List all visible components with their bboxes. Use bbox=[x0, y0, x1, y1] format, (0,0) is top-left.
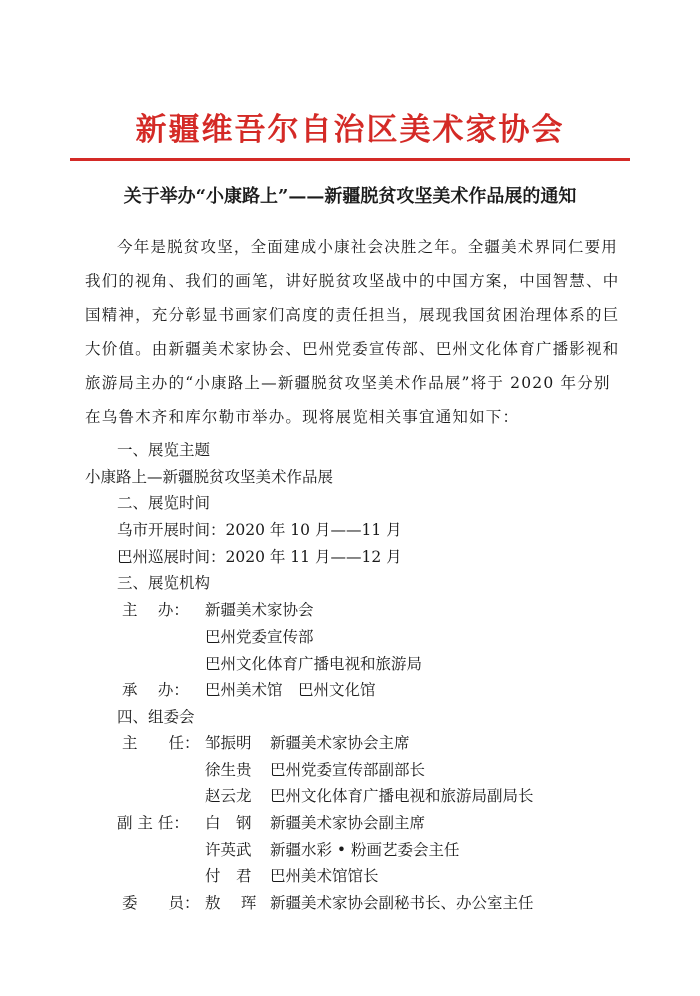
member-name: 赵云龙 bbox=[205, 787, 252, 805]
member-title: 巴州文化体育广播电视和旅游局副局长 bbox=[270, 787, 534, 805]
intro-line: 在乌鲁木齐和库尔勒市举办。现将展览相关事宜通知如下： bbox=[85, 408, 520, 426]
letterhead-title: 新疆维吾尔自治区美术家协会 bbox=[135, 112, 565, 148]
organizer-list: 巴州美术馆 巴州文化馆 bbox=[205, 681, 376, 699]
host-item: 巴州党委宣传部 bbox=[205, 628, 314, 646]
member-name: 白 钢 bbox=[205, 814, 252, 832]
section-heading: 二、展览时间 bbox=[117, 494, 211, 512]
committee-member-label: 委 员： bbox=[122, 894, 200, 912]
intro-line: 大价值。由新疆美术家协会、巴州党委宣传部、巴州文化体育广播影视和 bbox=[85, 340, 620, 358]
exhibition-theme: 小康路上—新疆脱贫攻坚美术作品展 bbox=[85, 468, 334, 486]
section-heading: 一、展览主题 bbox=[117, 441, 211, 459]
vice-chair-label: 副 主 任： bbox=[117, 814, 189, 832]
bazhou-date: 巴州巡展时间：2020 年 11 月——12 月 bbox=[117, 548, 402, 566]
member-name: 敖 珲 bbox=[205, 894, 257, 912]
member-title: 新疆美术家协会副秘书长、办公室主任 bbox=[270, 894, 534, 912]
intro-line: 旅游局主办的“小康路上—新疆脱贫攻坚美术作品展”将于 2020 年分别 bbox=[85, 374, 611, 392]
member-name: 邹振明 bbox=[205, 734, 252, 752]
urumqi-date: 乌市开展时间：2020 年 10 月——11 月 bbox=[117, 521, 402, 539]
intro-line: 国精神，充分彰显书画家们高度的责任担当，展现我国贫困治理体系的巨 bbox=[85, 306, 620, 324]
host-item: 巴州文化体育广播电视和旅游局 bbox=[205, 655, 423, 673]
member-title: 新疆水彩 • 粉画艺委会主任 bbox=[270, 841, 460, 859]
member-name: 徐生贵 bbox=[205, 761, 252, 779]
intro-line: 今年是脱贫攻坚，全面建成小康社会决胜之年。全疆美术界同仁要用 bbox=[117, 238, 619, 256]
intro-line: 我们的视角、我们的画笔，讲好脱贫攻坚战中的中国方案，中国智慧、中 bbox=[85, 272, 620, 290]
member-title: 新疆美术家协会主席 bbox=[270, 734, 410, 752]
organizer-label: 承 办： bbox=[122, 681, 189, 699]
member-name: 付 君 bbox=[205, 867, 252, 885]
member-title: 新疆美术家协会副主席 bbox=[270, 814, 426, 832]
member-title: 巴州党委宣传部副部长 bbox=[270, 761, 426, 779]
member-name: 许英武 bbox=[205, 841, 252, 859]
letterhead-divider bbox=[70, 158, 630, 161]
section-heading: 三、展览机构 bbox=[117, 574, 211, 592]
chair-label: 主 任： bbox=[122, 734, 200, 752]
host-item: 新疆美术家协会 bbox=[205, 601, 314, 619]
member-title: 巴州美术馆馆长 bbox=[270, 867, 379, 885]
notice-title: 关于举办“小康路上”——新疆脱贫攻坚美术作品展的通知 bbox=[123, 186, 577, 207]
host-label: 主 办： bbox=[122, 601, 189, 619]
section-heading: 四、组委会 bbox=[117, 708, 195, 726]
